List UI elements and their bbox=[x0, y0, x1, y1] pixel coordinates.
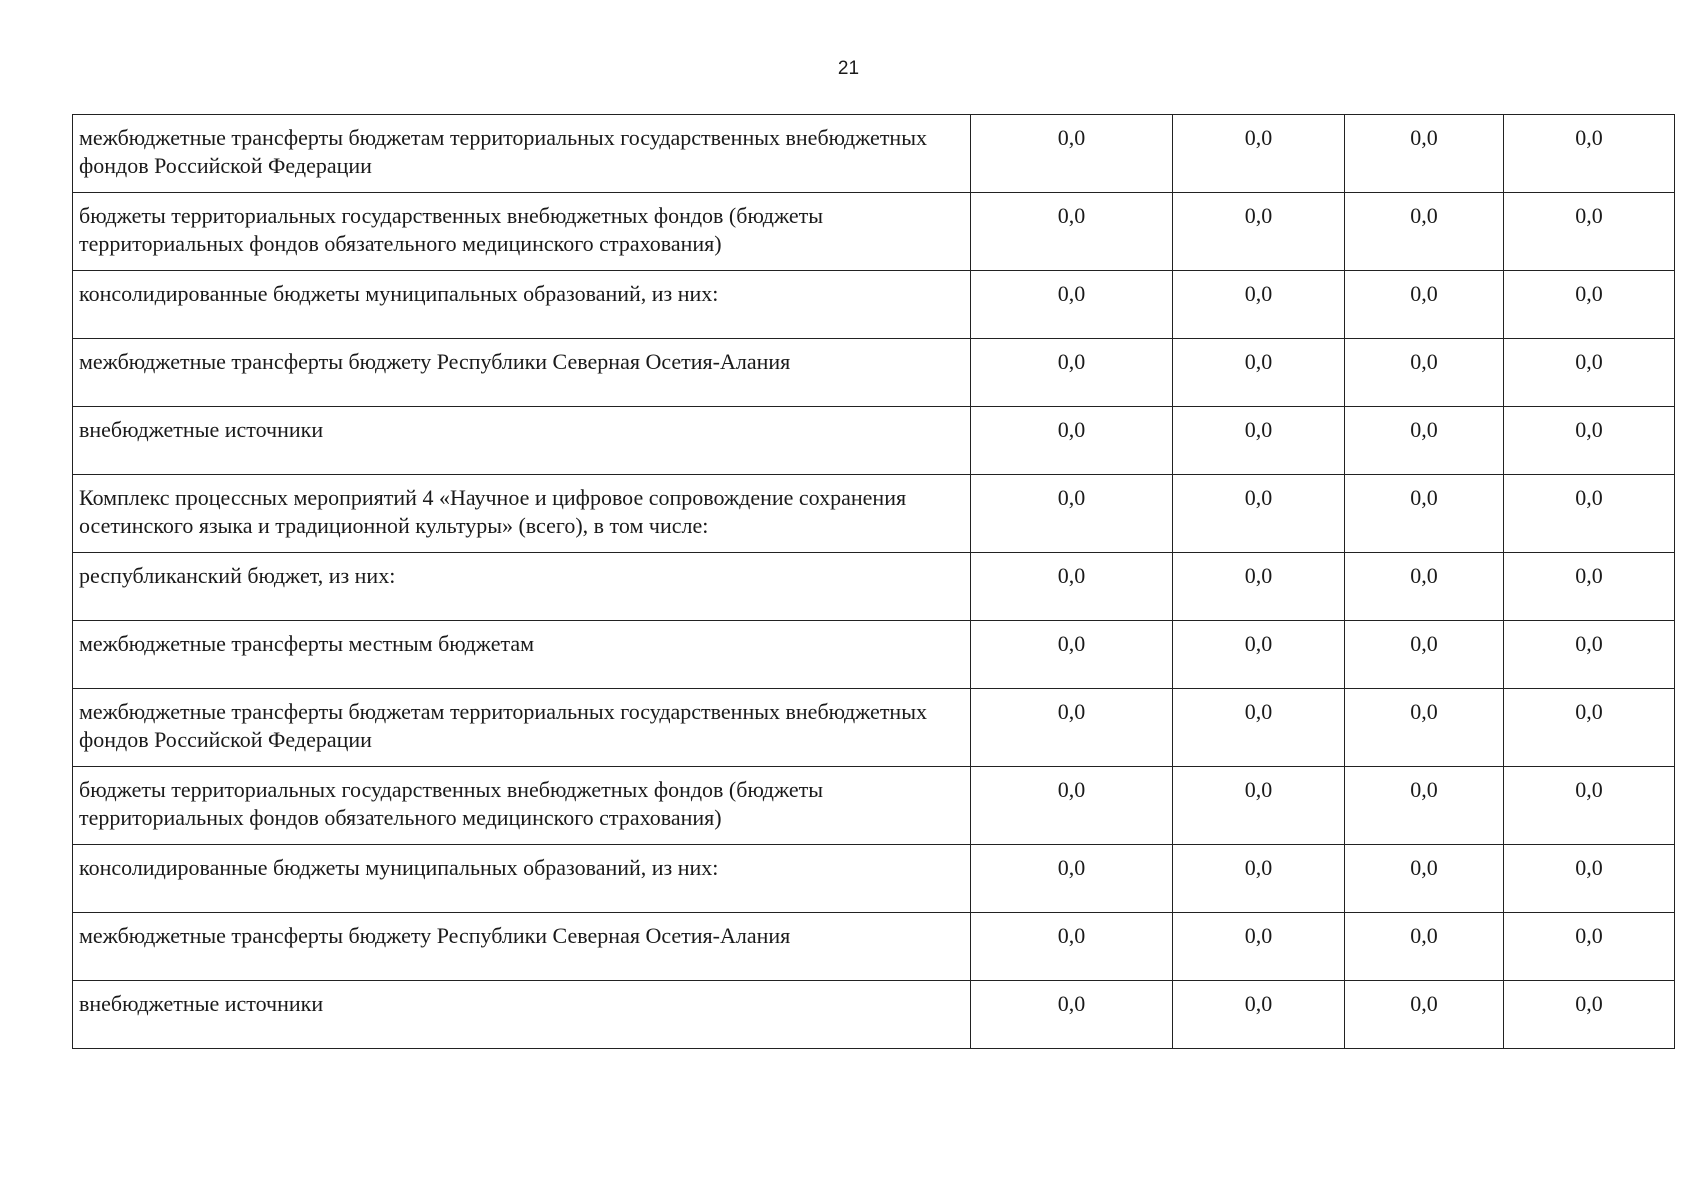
value-cell: 0,0 bbox=[1173, 271, 1345, 339]
budget-table bbox=[72, 114, 1675, 1049]
value-cell: 0,0 bbox=[1345, 553, 1504, 621]
value-cell: 0,0 bbox=[1173, 475, 1345, 553]
value-cell: 0,0 bbox=[971, 193, 1173, 271]
value-cell: 0,0 bbox=[971, 689, 1173, 767]
value-cell: 0,0 bbox=[971, 767, 1173, 845]
value-cell: 0,0 bbox=[1504, 553, 1675, 621]
value-cell: 0,0 bbox=[1504, 339, 1675, 407]
table-row bbox=[73, 845, 1675, 913]
value-cell: 0,0 bbox=[1173, 407, 1345, 475]
value-cell: 0,0 bbox=[1504, 845, 1675, 913]
value-cell: 0,0 bbox=[1504, 115, 1675, 193]
value-cell: 0,0 bbox=[1173, 913, 1345, 981]
table-row bbox=[73, 553, 1675, 621]
value-cell: 0,0 bbox=[1345, 115, 1504, 193]
value-cell: 0,0 bbox=[1345, 339, 1504, 407]
value-cell: 0,0 bbox=[1173, 981, 1345, 1049]
value-cell: 0,0 bbox=[1173, 621, 1345, 689]
value-cell: 0,0 bbox=[1173, 339, 1345, 407]
row-label: внебюджетные источники bbox=[73, 981, 971, 1049]
value-cell: 0,0 bbox=[1345, 621, 1504, 689]
table-row bbox=[73, 621, 1675, 689]
row-label: Комплекс процессных мероприятий 4 «Научное и цифровое сопровождение сохранения осетинского языка и традиционной культуры» (всего), в том числе: bbox=[73, 475, 971, 553]
row-label: консолидированные бюджеты муниципальных образований, из них: bbox=[73, 271, 971, 339]
table-row bbox=[73, 475, 1675, 553]
value-cell: 0,0 bbox=[1504, 193, 1675, 271]
row-label: межбюджетные трансферты местным бюджетам bbox=[73, 621, 971, 689]
value-cell: 0,0 bbox=[1345, 475, 1504, 553]
row-label: межбюджетные трансферты бюджету Республики Северная Осетия-Алания bbox=[73, 339, 971, 407]
value-cell: 0,0 bbox=[1345, 845, 1504, 913]
row-label: межбюджетные трансферты бюджетам территориальных государственных внебюджетных фондов Российской Федерации bbox=[73, 689, 971, 767]
table-row bbox=[73, 913, 1675, 981]
row-label: бюджеты территориальных государственных внебюджетных фондов (бюджеты территориальных фондов обязательного медицинского страхования) bbox=[73, 193, 971, 271]
row-label: консолидированные бюджеты муниципальных образований, из них: bbox=[73, 845, 971, 913]
value-cell: 0,0 bbox=[1504, 689, 1675, 767]
value-cell: 0,0 bbox=[1345, 981, 1504, 1049]
value-cell: 0,0 bbox=[971, 845, 1173, 913]
value-cell: 0,0 bbox=[1504, 981, 1675, 1049]
value-cell: 0,0 bbox=[971, 553, 1173, 621]
table-row bbox=[73, 115, 1675, 193]
table-row bbox=[73, 689, 1675, 767]
value-cell: 0,0 bbox=[971, 621, 1173, 689]
table-row bbox=[73, 981, 1675, 1049]
value-cell: 0,0 bbox=[1345, 913, 1504, 981]
value-cell: 0,0 bbox=[1345, 193, 1504, 271]
value-cell: 0,0 bbox=[1173, 193, 1345, 271]
value-cell: 0,0 bbox=[1345, 767, 1504, 845]
value-cell: 0,0 bbox=[1345, 271, 1504, 339]
table-row bbox=[73, 767, 1675, 845]
table-row bbox=[73, 271, 1675, 339]
value-cell: 0,0 bbox=[1345, 407, 1504, 475]
table-row bbox=[73, 193, 1675, 271]
page-number: 21 bbox=[837, 58, 860, 79]
value-cell: 0,0 bbox=[1504, 767, 1675, 845]
value-cell: 0,0 bbox=[971, 271, 1173, 339]
value-cell: 0,0 bbox=[1345, 689, 1504, 767]
value-cell: 0,0 bbox=[971, 115, 1173, 193]
value-cell: 0,0 bbox=[1173, 689, 1345, 767]
value-cell: 0,0 bbox=[1173, 553, 1345, 621]
row-label: межбюджетные трансферты бюджетам территориальных государственных внебюджетных фондов Российской Федерации bbox=[73, 115, 971, 193]
value-cell: 0,0 bbox=[1173, 115, 1345, 193]
value-cell: 0,0 bbox=[1504, 475, 1675, 553]
table-row bbox=[73, 407, 1675, 475]
value-cell: 0,0 bbox=[1504, 913, 1675, 981]
value-cell: 0,0 bbox=[1504, 407, 1675, 475]
value-cell: 0,0 bbox=[971, 407, 1173, 475]
value-cell: 0,0 bbox=[971, 913, 1173, 981]
value-cell: 0,0 bbox=[1173, 767, 1345, 845]
value-cell: 0,0 bbox=[971, 339, 1173, 407]
value-cell: 0,0 bbox=[971, 475, 1173, 553]
row-label: бюджеты территориальных государственных внебюджетных фондов (бюджеты территориальных фондов обязательного медицинского страхования) bbox=[73, 767, 971, 845]
value-cell: 0,0 bbox=[971, 981, 1173, 1049]
table-row bbox=[73, 339, 1675, 407]
value-cell: 0,0 bbox=[1173, 845, 1345, 913]
row-label: межбюджетные трансферты бюджету Республики Северная Осетия-Алания bbox=[73, 913, 971, 981]
row-label: республиканский бюджет, из них: bbox=[73, 553, 971, 621]
value-cell: 0,0 bbox=[1504, 271, 1675, 339]
value-cell: 0,0 bbox=[1504, 621, 1675, 689]
row-label: внебюджетные источники bbox=[73, 407, 971, 475]
